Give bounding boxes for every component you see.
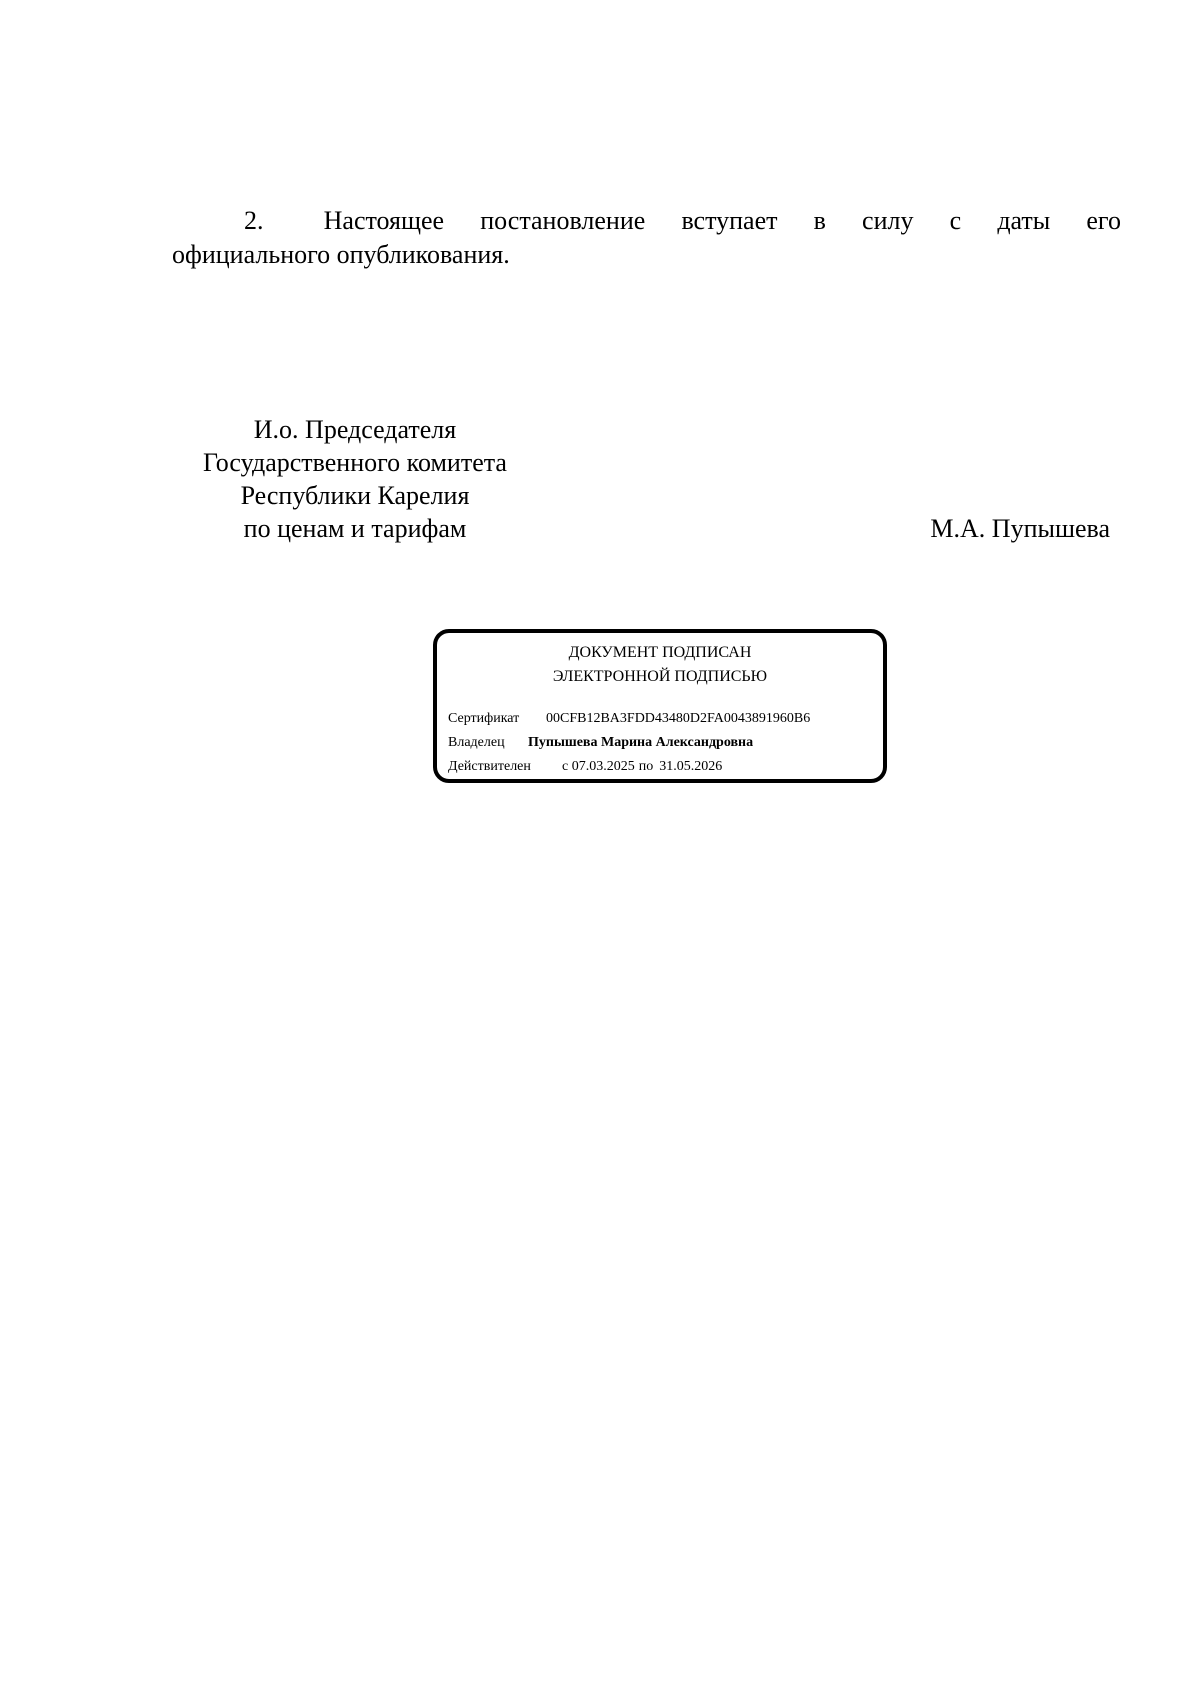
signer-name: М.А. Пупышева: [930, 514, 1110, 543]
clause-word: даты: [997, 206, 1051, 235]
stamp-title-line: ДОКУМЕНТ ПОДПИСАН: [568, 644, 752, 661]
clause-word: постановление: [480, 206, 646, 235]
valid-to-prefix: по: [638, 759, 654, 774]
signer-position: [172, 413, 538, 545]
stamp-owner-row: [448, 734, 753, 752]
clause-line-1: [172, 204, 1121, 238]
validity-label: Действителен: [448, 759, 531, 774]
clause-word: в: [813, 206, 826, 235]
certificate-value: 00CFB12BA3FDD43480D2FA0043891960B6: [546, 711, 811, 726]
clause-word: Настоящее: [323, 206, 445, 235]
clause-line-2: официального опубликования.: [172, 240, 510, 269]
valid-to-date: 31.05.2026: [659, 759, 723, 774]
stamp-validity-row: [448, 758, 722, 776]
stamp-title: [437, 641, 883, 689]
owner-value: Пупышева Марина Александровна: [528, 735, 754, 750]
clause-word: силу: [862, 206, 914, 235]
clause-word: вступает: [681, 206, 778, 235]
signer-position-line: Государственного комитета: [203, 448, 507, 477]
clause-word: с: [949, 206, 962, 235]
clause-paragraph: [172, 204, 1121, 272]
electronic-signature-stamp: [433, 629, 887, 783]
clause-word: его: [1086, 206, 1121, 235]
signer-position-line: И.о. Председателя: [253, 415, 457, 444]
stamp-certificate-row: [448, 710, 810, 728]
clause-number: 2.: [244, 206, 264, 235]
stamp-title-line: ЭЛЕКТРОННОЙ ПОДПИСЬЮ: [552, 668, 768, 685]
owner-label: Владелец: [448, 735, 505, 750]
signer-position-line: по ценам и тарифам: [243, 514, 467, 543]
valid-from-date: 07.03.2025: [571, 759, 635, 774]
signer-position-line: Республики Карелия: [240, 481, 470, 510]
valid-from-prefix: с: [562, 759, 569, 774]
certificate-label: Сертификат: [448, 711, 520, 726]
